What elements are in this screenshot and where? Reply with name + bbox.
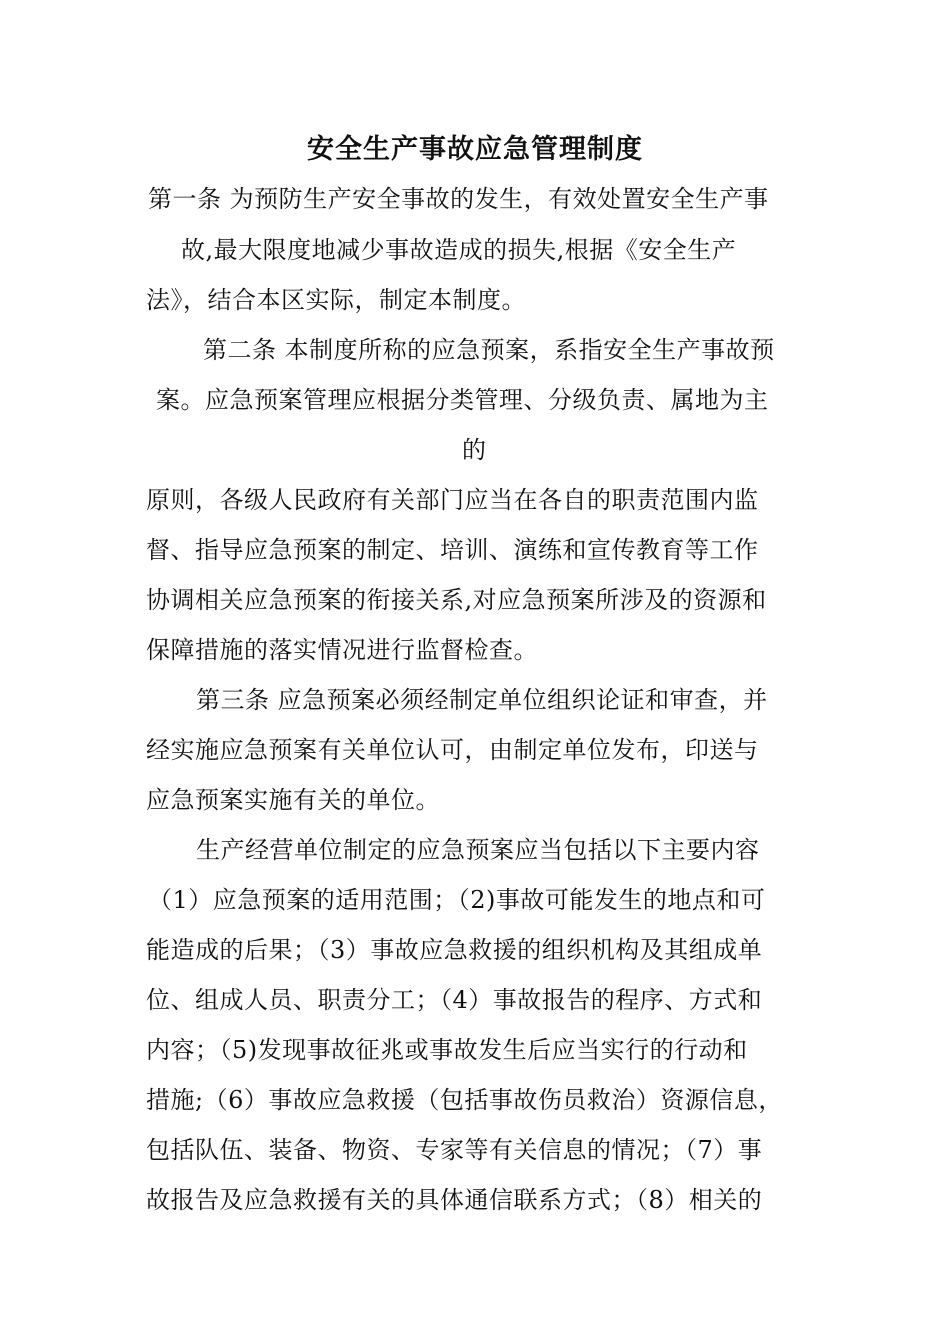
paragraph-line: 包括队伍、装备、物资、专家等有关信息的情况；（7）事 [146, 1136, 763, 1164]
paragraph-line: 第二条 本制度所称的应急预案，系指安全生产事故预 [203, 336, 775, 364]
paragraph-line: 位、组成人员、职责分工；（4）事故报告的程序、方式和 [146, 986, 763, 1014]
paragraph-line: 原则，各级人民政府有关部门应当在各自的职责范围内监 [146, 486, 759, 514]
paragraph-line: 内容；（5)发现事故征兆或事故发生后应当实行的行动和 [146, 1036, 748, 1064]
paragraph-line: 第三条 应急预案必须经制定单位组织论证和审查，并 [196, 686, 768, 714]
paragraph-line: 督、指导应急预案的制定、培训、演练和宣传教育等工作 [146, 536, 759, 564]
paragraph-line: 案。应急预案管理应根据分类管理、分级负责、属地为主 [156, 386, 769, 414]
paragraph-line: 故报告及应急救援有关的具体通信联系方式；（8）相关的 [146, 1186, 763, 1214]
paragraph-line: 法》，结合本区实际，制定本制度。 [146, 286, 526, 314]
paragraph-line: （1）应急预案的适用范围；（2)事故可能发生的地点和可 [148, 886, 766, 914]
paragraph-line: 第一条 为预防生产安全事故的发生，有效处置安全生产事 [148, 185, 769, 213]
paragraph-line: 经实施应急预案有关单位认可，由制定单位发布，印送与 [146, 736, 759, 764]
paragraph-line: 保障措施的落实情况进行监督检查。 [146, 636, 538, 664]
paragraph-line: 能造成的后果；（3）事故应急救援的组织机构及其组成单 [146, 936, 763, 964]
paragraph-line: 生产经营单位制定的应急预案应当包括以下主要内容 [196, 836, 760, 864]
document-title: 安全生产事故应急管理制度 [307, 134, 643, 165]
paragraph-line: 的 [462, 436, 487, 464]
paragraph-line: 故,最大限度地减少事故造成的损失,根据《安全生产 [181, 236, 737, 264]
paragraph-line: 应急预案实施有关的单位。 [146, 786, 440, 814]
paragraph-line: 措施;（6）事故应急救援（包括事故伤员救治）资源信息， [146, 1086, 783, 1114]
paragraph-line: 协调相关应急预案的衔接关系,对应急预案所涉及的资源和 [146, 586, 767, 614]
